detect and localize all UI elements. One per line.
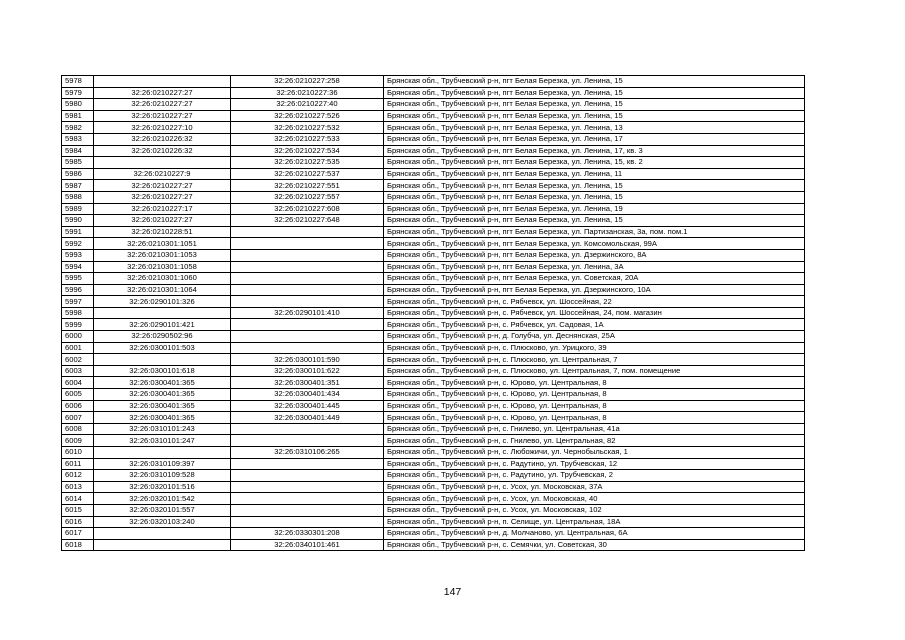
row-number-cell: 5997 bbox=[62, 296, 94, 308]
table-row bbox=[62, 493, 805, 505]
land-cadastral-number-cell bbox=[94, 528, 231, 540]
land-cadastral-number-cell: 32:26:0300101:618 bbox=[94, 365, 231, 377]
registry-table bbox=[61, 75, 805, 551]
building-cadastral-number-cell bbox=[231, 435, 384, 447]
address-cell: Брянская обл., Трубчевский р-н, пгт Белая Березка, ул. Ленина, 15 bbox=[384, 180, 805, 192]
table-row bbox=[62, 319, 805, 331]
address-cell: Брянская обл., Трубчевский р-н, пгт Белая Березка, ул. Ленина, 13 bbox=[384, 122, 805, 134]
table-row bbox=[62, 87, 805, 99]
building-cadastral-number-cell bbox=[231, 504, 384, 516]
address-cell: Брянская обл., Трубчевский р-н, с. Юрово, ул. Центральная, 8 bbox=[384, 377, 805, 389]
land-cadastral-number-cell: 32:26:0210301:1051 bbox=[94, 238, 231, 250]
land-cadastral-number-cell bbox=[94, 539, 231, 551]
address-cell: Брянская обл., Трубчевский р-н, с. Юрово, ул. Центральная, 8 bbox=[384, 389, 805, 401]
table-row bbox=[62, 145, 805, 157]
land-cadastral-number-cell: 32:26:0210301:1053 bbox=[94, 249, 231, 261]
address-cell: Брянская обл., Трубчевский р-н, пгт Белая Березка, ул. Ленина, 19 bbox=[384, 203, 805, 215]
address-cell: Брянская обл., Трубчевский р-н, пгт Белая Березка, ул. Дзержинского, 8А bbox=[384, 249, 805, 261]
land-cadastral-number-cell: 32:26:0320103:240 bbox=[94, 516, 231, 528]
land-cadastral-number-cell: 32:26:0300401:365 bbox=[94, 412, 231, 424]
address-cell: Брянская обл., Трубчевский р-н, с. Рябчевск, ул. Садовая, 1А bbox=[384, 319, 805, 331]
land-cadastral-number-cell: 32:26:0210227:27 bbox=[94, 87, 231, 99]
row-number-cell: 5984 bbox=[62, 145, 94, 157]
table-row bbox=[62, 273, 805, 285]
row-number-cell: 6008 bbox=[62, 423, 94, 435]
land-cadastral-number-cell: 32:26:0210227:17 bbox=[94, 203, 231, 215]
building-cadastral-number-cell: 32:26:0290101:410 bbox=[231, 307, 384, 319]
land-cadastral-number-cell bbox=[94, 76, 231, 88]
row-number-cell: 6003 bbox=[62, 365, 94, 377]
address-cell: Брянская обл., Трубчевский р-н, пгт Белая Березка, ул. Партизанская, 3а, пом. пом.1 bbox=[384, 226, 805, 238]
address-cell: Брянская обл., Трубчевский р-н, с. Рябчевск, ул. Шоссейная, 24, пом. магазин bbox=[384, 307, 805, 319]
table-row bbox=[62, 389, 805, 401]
row-number-cell: 6015 bbox=[62, 504, 94, 516]
building-cadastral-number-cell: 32:26:0300401:434 bbox=[231, 389, 384, 401]
row-number-cell: 5989 bbox=[62, 203, 94, 215]
table-row bbox=[62, 215, 805, 227]
address-cell: Брянская обл., Трубчевский р-н, п. Селище, ул. Центральная, 18А bbox=[384, 516, 805, 528]
building-cadastral-number-cell bbox=[231, 284, 384, 296]
table-row bbox=[62, 412, 805, 424]
address-cell: Брянская обл., Трубчевский р-н, с. Гнилево, ул. Центральная, 41а bbox=[384, 423, 805, 435]
table-row bbox=[62, 354, 805, 366]
building-cadastral-number-cell: 32:26:0210227:535 bbox=[231, 157, 384, 169]
address-cell: Брянская обл., Трубчевский р-н, д. Молчаново, ул. Центральная, 6А bbox=[384, 528, 805, 540]
land-cadastral-number-cell bbox=[94, 307, 231, 319]
land-cadastral-number-cell: 32:26:0310109:528 bbox=[94, 470, 231, 482]
table-row bbox=[62, 481, 805, 493]
table-row bbox=[62, 307, 805, 319]
page-number: 147 bbox=[443, 586, 462, 598]
land-cadastral-number-cell: 32:26:0290101:421 bbox=[94, 319, 231, 331]
land-cadastral-number-cell: 32:26:0210227:27 bbox=[94, 180, 231, 192]
row-number-cell: 5996 bbox=[62, 284, 94, 296]
building-cadastral-number-cell bbox=[231, 458, 384, 470]
row-number-cell: 6005 bbox=[62, 389, 94, 401]
table-row bbox=[62, 296, 805, 308]
land-cadastral-number-cell bbox=[94, 157, 231, 169]
land-cadastral-number-cell: 32:26:0320101:542 bbox=[94, 493, 231, 505]
building-cadastral-number-cell: 32:26:0300401:445 bbox=[231, 400, 384, 412]
row-number-cell: 5981 bbox=[62, 110, 94, 122]
table-row bbox=[62, 180, 805, 192]
building-cadastral-number-cell bbox=[231, 516, 384, 528]
address-cell: Брянская обл., Трубчевский р-н, с. Усох, ул. Московская, 102 bbox=[384, 504, 805, 516]
table-row bbox=[62, 238, 805, 250]
row-number-cell: 6002 bbox=[62, 354, 94, 366]
row-number-cell: 6009 bbox=[62, 435, 94, 447]
row-number-cell: 5979 bbox=[62, 87, 94, 99]
land-cadastral-number-cell bbox=[94, 447, 231, 459]
building-cadastral-number-cell bbox=[231, 319, 384, 331]
address-cell: Брянская обл., Трубчевский р-н, с. Плюсково, ул. Урицкого, 39 bbox=[384, 342, 805, 354]
land-cadastral-number-cell: 32:26:0210301:1058 bbox=[94, 261, 231, 273]
address-cell: Брянская обл., Трубчевский р-н, пгт Белая Березка, ул. Ленина, 17 bbox=[384, 133, 805, 145]
address-cell: Брянская обл., Трубчевский р-н, пгт Белая Березка, ул. Комсомольская, 99А bbox=[384, 238, 805, 250]
row-number-cell: 5992 bbox=[62, 238, 94, 250]
address-cell: Брянская обл., Трубчевский р-н, с. Усох, ул. Московская, 37А bbox=[384, 481, 805, 493]
row-number-cell: 6017 bbox=[62, 528, 94, 540]
address-cell: Брянская обл., Трубчевский р-н, пгт Белая Березка, ул. Ленина, 11 bbox=[384, 168, 805, 180]
land-cadastral-number-cell: 32:26:0310101:243 bbox=[94, 423, 231, 435]
land-cadastral-number-cell: 32:26:0300101:503 bbox=[94, 342, 231, 354]
registry-table-body bbox=[62, 76, 805, 551]
address-cell: Брянская обл., Трубчевский р-н, пгт Белая Березка, ул. Дзержинского, 10А bbox=[384, 284, 805, 296]
building-cadastral-number-cell: 32:26:0210227:526 bbox=[231, 110, 384, 122]
land-cadastral-number-cell: 32:26:0210228:51 bbox=[94, 226, 231, 238]
row-number-cell: 6010 bbox=[62, 447, 94, 459]
address-cell: Брянская обл., Трубчевский р-н, с. Юрово, ул. Центральная, 8 bbox=[384, 412, 805, 424]
address-cell: Брянская обл., Трубчевский р-н, пгт Белая Березка, ул. Ленина, 15 bbox=[384, 87, 805, 99]
address-cell: Брянская обл., Трубчевский р-н, пгт Белая Березка, ул. Ленина, 3А bbox=[384, 261, 805, 273]
building-cadastral-number-cell: 32:26:0210227:258 bbox=[231, 76, 384, 88]
row-number-cell: 5978 bbox=[62, 76, 94, 88]
land-cadastral-number-cell: 32:26:0210227:27 bbox=[94, 215, 231, 227]
row-number-cell: 5986 bbox=[62, 168, 94, 180]
building-cadastral-number-cell: 32:26:0210227:608 bbox=[231, 203, 384, 215]
row-number-cell: 5980 bbox=[62, 99, 94, 111]
table-row bbox=[62, 516, 805, 528]
row-number-cell: 5993 bbox=[62, 249, 94, 261]
table-row bbox=[62, 447, 805, 459]
building-cadastral-number-cell bbox=[231, 238, 384, 250]
land-cadastral-number-cell: 32:26:0300401:365 bbox=[94, 400, 231, 412]
row-number-cell: 5987 bbox=[62, 180, 94, 192]
row-number-cell: 5994 bbox=[62, 261, 94, 273]
land-cadastral-number-cell: 32:26:0320101:557 bbox=[94, 504, 231, 516]
land-cadastral-number-cell: 32:26:0300401:365 bbox=[94, 377, 231, 389]
row-number-cell: 6001 bbox=[62, 342, 94, 354]
building-cadastral-number-cell bbox=[231, 470, 384, 482]
row-number-cell: 5985 bbox=[62, 157, 94, 169]
table-row bbox=[62, 377, 805, 389]
address-cell: Брянская обл., Трубчевский р-н, с. Семячки, ул. Советская, 30 bbox=[384, 539, 805, 551]
table-row bbox=[62, 539, 805, 551]
row-number-cell: 6014 bbox=[62, 493, 94, 505]
table-row bbox=[62, 133, 805, 145]
building-cadastral-number-cell: 32:26:0310106:265 bbox=[231, 447, 384, 459]
table-row bbox=[62, 168, 805, 180]
land-cadastral-number-cell: 32:26:0300401:365 bbox=[94, 389, 231, 401]
row-number-cell: 5982 bbox=[62, 122, 94, 134]
row-number-cell: 6013 bbox=[62, 481, 94, 493]
table-row bbox=[62, 76, 805, 88]
building-cadastral-number-cell: 32:26:0210227:40 bbox=[231, 99, 384, 111]
table-row bbox=[62, 504, 805, 516]
address-cell: Брянская обл., Трубчевский р-н, пгт Белая Березка, ул. Ленина, 15 bbox=[384, 215, 805, 227]
table-row bbox=[62, 458, 805, 470]
building-cadastral-number-cell bbox=[231, 226, 384, 238]
row-number-cell: 6007 bbox=[62, 412, 94, 424]
row-number-cell: 5995 bbox=[62, 273, 94, 285]
land-cadastral-number-cell: 32:26:0310109:397 bbox=[94, 458, 231, 470]
address-cell: Брянская обл., Трубчевский р-н, с. Радутино, ул. Трубчевская, 2 bbox=[384, 470, 805, 482]
building-cadastral-number-cell bbox=[231, 423, 384, 435]
table-row bbox=[62, 342, 805, 354]
address-cell: Брянская обл., Трубчевский р-н, с. Гнилево, ул. Центральная, 82 bbox=[384, 435, 805, 447]
row-number-cell: 6006 bbox=[62, 400, 94, 412]
land-cadastral-number-cell: 32:26:0210226:32 bbox=[94, 145, 231, 157]
row-number-cell: 6011 bbox=[62, 458, 94, 470]
row-number-cell: 5988 bbox=[62, 191, 94, 203]
building-cadastral-number-cell: 32:26:0210227:36 bbox=[231, 87, 384, 99]
building-cadastral-number-cell: 32:26:0210227:648 bbox=[231, 215, 384, 227]
building-cadastral-number-cell bbox=[231, 331, 384, 343]
row-number-cell: 5999 bbox=[62, 319, 94, 331]
address-cell: Брянская обл., Трубчевский р-н, пгт Белая Березка, ул. Ленина, 15 bbox=[384, 191, 805, 203]
table-row bbox=[62, 435, 805, 447]
row-number-cell: 5991 bbox=[62, 226, 94, 238]
table-row bbox=[62, 122, 805, 134]
land-cadastral-number-cell: 32:26:0290502:96 bbox=[94, 331, 231, 343]
building-cadastral-number-cell: 32:26:0300101:622 bbox=[231, 365, 384, 377]
building-cadastral-number-cell: 32:26:0210227:551 bbox=[231, 180, 384, 192]
table-row bbox=[62, 226, 805, 238]
address-cell: Брянская обл., Трубчевский р-н, с. Усох, ул. Московская, 40 bbox=[384, 493, 805, 505]
table-row bbox=[62, 249, 805, 261]
address-cell: Брянская обл., Трубчевский р-н, с. Плюсково, ул. Центральная, 7 bbox=[384, 354, 805, 366]
building-cadastral-number-cell: 32:26:0330301:208 bbox=[231, 528, 384, 540]
building-cadastral-number-cell: 32:26:0210227:532 bbox=[231, 122, 384, 134]
table-row bbox=[62, 400, 805, 412]
table-row bbox=[62, 110, 805, 122]
building-cadastral-number-cell: 32:26:0300101:590 bbox=[231, 354, 384, 366]
building-cadastral-number-cell: 32:26:0210227:533 bbox=[231, 133, 384, 145]
address-cell: Брянская обл., Трубчевский р-н, пгт Белая Березка, ул. Советская, 20А bbox=[384, 273, 805, 285]
row-number-cell: 6012 bbox=[62, 470, 94, 482]
land-cadastral-number-cell: 32:26:0210227:27 bbox=[94, 99, 231, 111]
row-number-cell: 6018 bbox=[62, 539, 94, 551]
land-cadastral-number-cell: 32:26:0210226:32 bbox=[94, 133, 231, 145]
table-row bbox=[62, 284, 805, 296]
land-cadastral-number-cell: 32:26:0210301:1060 bbox=[94, 273, 231, 285]
table-row bbox=[62, 203, 805, 215]
land-cadastral-number-cell: 32:26:0210227:27 bbox=[94, 110, 231, 122]
row-number-cell: 5990 bbox=[62, 215, 94, 227]
building-cadastral-number-cell: 32:26:0210227:537 bbox=[231, 168, 384, 180]
land-cadastral-number-cell: 32:26:0210301:1064 bbox=[94, 284, 231, 296]
land-cadastral-number-cell: 32:26:0210227:27 bbox=[94, 191, 231, 203]
address-cell: Брянская обл., Трубчевский р-н, с. Юрово, ул. Центральная, 8 bbox=[384, 400, 805, 412]
address-cell: Брянская обл., Трубчевский р-н, с. Плюсково, ул. Центральная, 7, пом. помещение bbox=[384, 365, 805, 377]
address-cell: Брянская обл., Трубчевский р-н, пгт Белая Березка, ул. Ленина, 17, кв. 3 bbox=[384, 145, 805, 157]
land-cadastral-number-cell: 32:26:0290101:326 bbox=[94, 296, 231, 308]
land-cadastral-number-cell: 32:26:0210227:9 bbox=[94, 168, 231, 180]
table-row bbox=[62, 157, 805, 169]
land-cadastral-number-cell: 32:26:0320101:516 bbox=[94, 481, 231, 493]
address-cell: Брянская обл., Трубчевский р-н, пгт Белая Березка, ул. Ленина, 15 bbox=[384, 99, 805, 111]
address-cell: Брянская обл., Трубчевский р-н, пгт Белая Березка, ул. Ленина, 15 bbox=[384, 110, 805, 122]
table-row bbox=[62, 528, 805, 540]
table-row bbox=[62, 423, 805, 435]
table-row bbox=[62, 331, 805, 343]
address-cell: Брянская обл., Трубчевский р-н, пгт Белая Березка, ул. Ленина, 15 bbox=[384, 76, 805, 88]
building-cadastral-number-cell bbox=[231, 296, 384, 308]
land-cadastral-number-cell: 32:26:0310101:247 bbox=[94, 435, 231, 447]
table-row bbox=[62, 470, 805, 482]
table-row bbox=[62, 99, 805, 111]
row-number-cell: 5998 bbox=[62, 307, 94, 319]
row-number-cell: 6004 bbox=[62, 377, 94, 389]
table-row bbox=[62, 191, 805, 203]
building-cadastral-number-cell: 32:26:0210227:534 bbox=[231, 145, 384, 157]
building-cadastral-number-cell: 32:26:0300401:351 bbox=[231, 377, 384, 389]
row-number-cell: 5983 bbox=[62, 133, 94, 145]
building-cadastral-number-cell bbox=[231, 273, 384, 285]
row-number-cell: 6016 bbox=[62, 516, 94, 528]
address-cell: Брянская обл., Трубчевский р-н, с. Любожичи, ул. Чернобыльская, 1 bbox=[384, 447, 805, 459]
table-row bbox=[62, 365, 805, 377]
land-cadastral-number-cell: 32:26:0210227:10 bbox=[94, 122, 231, 134]
building-cadastral-number-cell: 32:26:0300401:449 bbox=[231, 412, 384, 424]
building-cadastral-number-cell bbox=[231, 342, 384, 354]
building-cadastral-number-cell: 32:26:0210227:557 bbox=[231, 191, 384, 203]
building-cadastral-number-cell bbox=[231, 261, 384, 273]
building-cadastral-number-cell bbox=[231, 481, 384, 493]
row-number-cell: 6000 bbox=[62, 331, 94, 343]
address-cell: Брянская обл., Трубчевский р-н, пгт Белая Березка, ул. Ленина, 15, кв. 2 bbox=[384, 157, 805, 169]
table-row bbox=[62, 261, 805, 273]
land-cadastral-number-cell bbox=[94, 354, 231, 366]
address-cell: Брянская обл., Трубчевский р-н, д. Голубча, ул. Деснянская, 25А bbox=[384, 331, 805, 343]
building-cadastral-number-cell bbox=[231, 493, 384, 505]
address-cell: Брянская обл., Трубчевский р-н, с. Рябчевск, ул. Шоссейная, 22 bbox=[384, 296, 805, 308]
address-cell: Брянская обл., Трубчевский р-н, с. Радутино, ул. Трубчевская, 12 bbox=[384, 458, 805, 470]
building-cadastral-number-cell bbox=[231, 249, 384, 261]
building-cadastral-number-cell: 32:26:0340101:461 bbox=[231, 539, 384, 551]
